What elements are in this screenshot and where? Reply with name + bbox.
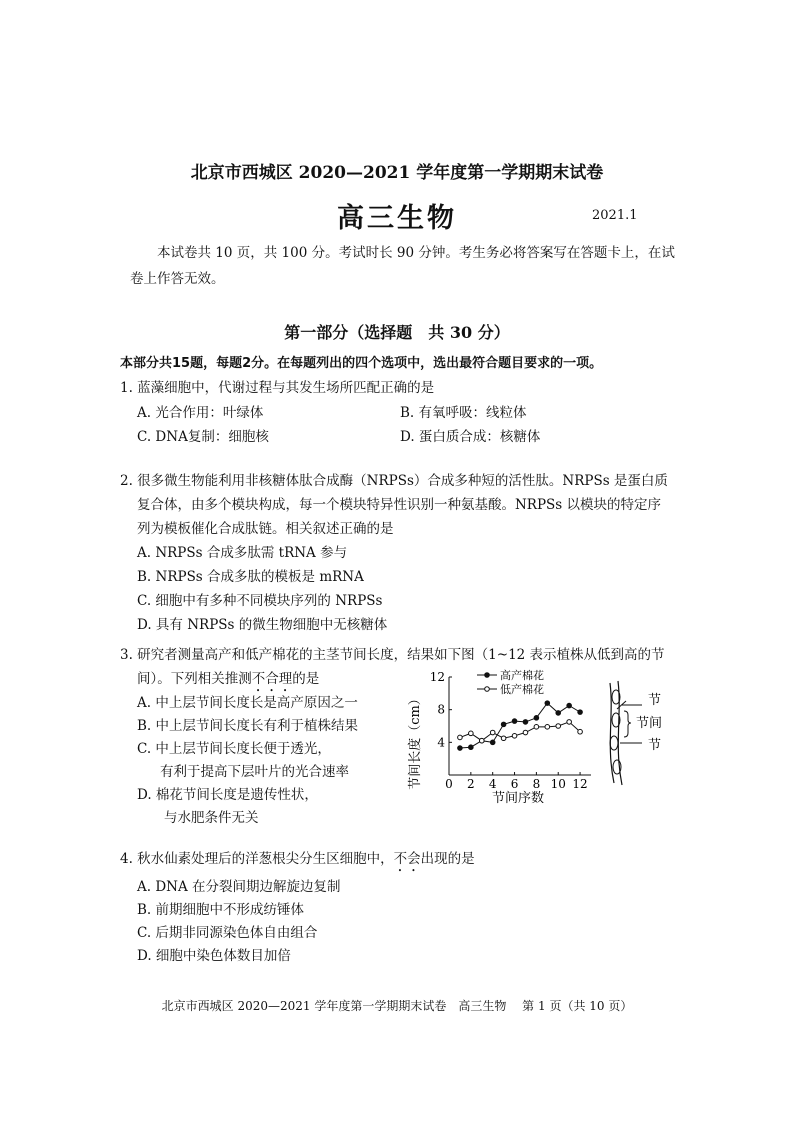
data-point [534,725,539,730]
label-node-top: 节 [648,693,662,708]
exam-title: 北京市西城区 2020—2021 学年度第一学期期末试卷 [190,163,604,183]
q4-option-c: C. 后期非同源染色体自由组合 [137,925,318,941]
data-point [479,738,484,743]
data-point [458,735,463,740]
x-tick-label: 2 [467,777,475,791]
q2-stem-line2: 复合体，由多个模块构成，每一个模块特异性识别一种氨基酸。NRPSs 以模块的特定序 [137,497,662,513]
q1-option-d: D. 蛋白质合成：核糖体 [400,429,541,445]
q2-option-b: B. NRPSs 合成多肽的模板是 mRNA [137,569,364,585]
data-point [545,725,550,730]
q3-option-d-line1: D. 棉花节间长度是遗传性状， [137,787,318,803]
data-point [567,703,572,708]
q2-option-d: D. 具有 NRPSs 的微生物细胞中无核糖体 [137,617,388,633]
q2-option-c: C. 细胞中有多种不同模块序列的 NRPSs [137,593,383,609]
y-tick-label: 12 [429,670,445,684]
q2-stem-line1: 2. 很多微生物能利用非核糖体肽合成酶（NRPSs）合成多种短的活性肽。NRPSs 是蛋白质 [120,473,668,489]
q2-option-a: A. NRPSs 合成多肽需 tRNA 参与 [137,545,348,561]
data-point [545,701,550,706]
exam-instructions: 本试卷共 10 页，共 100 分。考试时长 90 分钟。考生务必将答案写在答题卡上，在试卷上作答无效。 [130,245,675,287]
q3-option-a: A. 中上层节间长度长是高产原因之一 [137,695,358,711]
part-one-title: 第一部分（选择题 共 30 分） [284,323,510,342]
stem-node-lower [610,736,618,750]
data-point [490,730,495,735]
series-line-1 [460,703,580,748]
series-line-2 [460,722,580,741]
x-tick-label: 8 [532,777,541,791]
data-point [578,710,583,715]
label-internode: 节间 [636,716,663,731]
y-axis-label: 节间长度（cm） [408,692,423,790]
q3-option-d-line2: 与水肥条件无关 [164,810,259,826]
q1-option-a: A. 光合作用：叶绿体 [137,405,264,421]
label-node-bottom: 节 [648,738,662,753]
data-point [556,711,561,716]
x-tick-label: 0 [445,777,453,791]
q3-stem-pre: 间）。下列相关推测 [137,671,252,687]
exam-date: 2021.1 [592,208,638,223]
data-point [512,734,517,739]
y-tick-label: 4 [437,735,445,750]
internode-length-chart [405,663,595,813]
q4-option-a: A. DNA 在分裂间期边解旋边复制 [137,879,341,895]
q4-stem [120,847,475,875]
q3-stem-line1: 3. 研究者测量高产和低产棉花的主茎节间长度，结果如下图（1~12 表示植株从低到高的节 [120,647,665,663]
legend-label-1: 高产棉花 [500,669,544,682]
cotton-stem-diagram [596,675,696,790]
q3-stem-post: 的是 [292,671,320,687]
legend-label-2: 低产棉花 [500,683,544,696]
data-point [501,736,506,741]
data-point [469,731,474,736]
q3-stem-emphasis: 不合理 [251,671,293,687]
q3-option-c-line2: 有利于提高下层叶片的光合速率 [160,764,349,780]
q4-option-b: B. 前期细胞中不形成纺锤体 [137,902,305,918]
data-point [523,720,528,725]
data-point [512,719,517,724]
y-tick-label: 8 [437,702,445,717]
x-tick-label: 6 [510,777,519,791]
legend-marker-2 [485,687,490,692]
data-point [534,716,539,721]
x-tick-label: 10 [550,777,566,791]
data-point [501,722,506,727]
data-point [458,746,463,751]
q4-stem-emphasis: 不会 [393,851,421,867]
internode-brace [624,711,631,737]
subject-title: 高三生物 [337,203,457,234]
x-axis-label: 节间序数 [491,791,545,806]
q1-option-c: C. DNA复制：细胞核 [137,429,269,445]
part-one-instruction: 本部分共15题，每题2分。在每题列出的四个选项中，选出最符合题目要求的一项。 [120,356,603,371]
q1-stem: 1. 蓝藻细胞中，代谢过程与其发生场所匹配正确的是 [120,380,435,396]
q3-option-b: B. 中上层节间长度长有利于植株结果 [137,718,359,734]
data-point [578,729,583,734]
q4-stem-pre: 4. 秋水仙素处理后的洋葱根尖分生区细胞中， [120,851,394,867]
data-point [469,745,474,750]
q1-option-b: B. 有氧呼吸：线粒体 [400,405,527,421]
q3-option-c-line1: C. 中上层节间长度长便于透光， [137,741,331,757]
data-point [523,730,528,735]
page-footer: 北京市西城区 2020—2021 学年度第一学期期末试卷 高三生物 第 1 页（共 10 页） [161,999,633,1013]
chart-plot [430,668,591,791]
data-point [490,740,495,745]
x-tick-label: 4 [488,777,497,791]
q4-option-d: D. 细胞中染色体数目加倍 [137,948,291,964]
data-point [556,724,561,729]
data-point [567,720,572,725]
legend-marker-1 [485,673,490,678]
q4-stem-post: 出现的是 [420,851,475,867]
q2-stem-line3: 列为模板催化合成肽链。相关叙述正确的是 [137,521,394,537]
x-tick-label: 12 [572,777,588,791]
